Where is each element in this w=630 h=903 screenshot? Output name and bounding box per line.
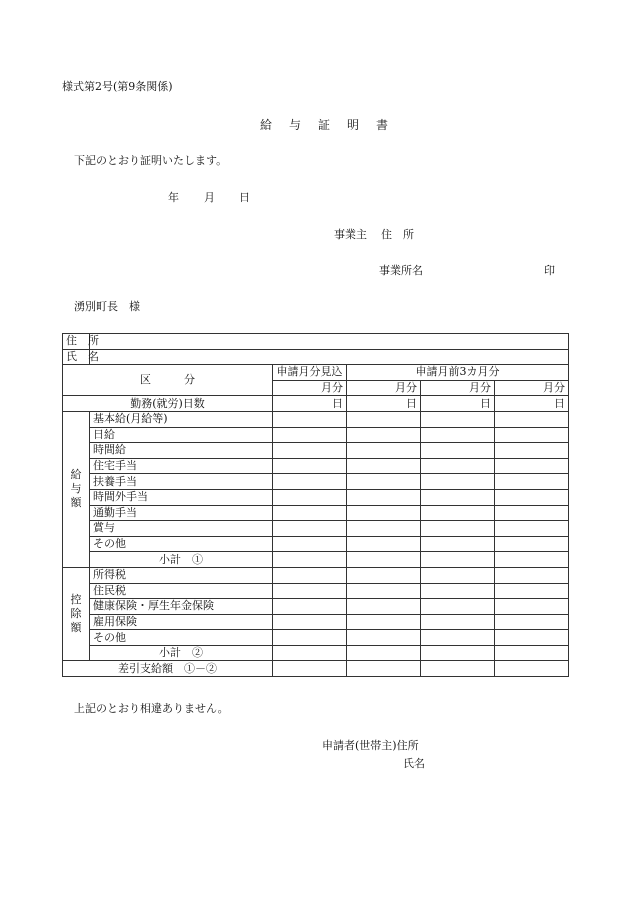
amount-cell[interactable] (347, 552, 421, 568)
address-field[interactable] (90, 334, 569, 350)
category-header: 区 分 (63, 365, 273, 396)
salary-item-label: 時間外手当 (90, 489, 273, 505)
day-unit[interactable]: 日 (421, 396, 495, 412)
amount-cell[interactable] (495, 427, 569, 443)
salary-item-label: その他 (90, 536, 273, 552)
amount-cell[interactable] (421, 567, 495, 583)
amount-cell[interactable] (495, 411, 569, 427)
applicant-address-label: 申請者(世帯主)住所 (322, 739, 419, 752)
col-prev3-header: 申請月前3カ月分 (347, 365, 569, 381)
amount-cell[interactable] (495, 536, 569, 552)
salary-item-label: 通勤手当 (90, 505, 273, 521)
amount-cell[interactable] (421, 427, 495, 443)
office-name-label: 事業所名 (379, 264, 423, 277)
amount-cell[interactable] (421, 489, 495, 505)
salary-row (63, 427, 569, 443)
net-pay-label: 差引支給額 ①－② (63, 661, 273, 677)
amount-cell[interactable] (495, 552, 569, 568)
amount-cell[interactable] (347, 583, 421, 599)
deduction-group-char: 除 (70, 607, 82, 621)
amount-cell[interactable] (347, 489, 421, 505)
amount-cell[interactable] (273, 443, 347, 459)
address-label: 住 所 (63, 334, 90, 350)
salary-certificate-table (62, 333, 569, 677)
amount-cell[interactable] (347, 474, 421, 490)
amount-cell[interactable] (421, 583, 495, 599)
deduction-item-label: 住民税 (90, 583, 273, 599)
amount-cell[interactable] (421, 505, 495, 521)
net-pay-row (63, 661, 569, 677)
salary-group-label (63, 411, 90, 567)
amount-cell[interactable] (273, 474, 347, 490)
amount-cell[interactable] (273, 614, 347, 630)
amount-cell[interactable] (347, 427, 421, 443)
amount-cell[interactable] (273, 505, 347, 521)
deduction-group-char: 控 (70, 593, 82, 607)
deduction-subtotal-row (63, 645, 569, 661)
amount-cell[interactable] (495, 474, 569, 490)
salary-group-char: 与 (70, 482, 82, 496)
amount-cell[interactable] (273, 661, 347, 677)
deduction-item-label: 健康保険・厚生年金保険 (90, 599, 273, 615)
date-month: 月 (204, 191, 215, 204)
amount-cell[interactable] (421, 411, 495, 427)
amount-cell[interactable] (273, 567, 347, 583)
salary-item-label: 扶養手当 (90, 474, 273, 490)
salary-subtotal-row (63, 552, 569, 568)
month-unit[interactable]: 月分 (495, 380, 569, 396)
deduction-item-label: 雇用保険 (90, 614, 273, 630)
name-label: 氏 名 (63, 349, 90, 365)
salary-group-char: 給 (70, 468, 82, 482)
amount-cell[interactable] (273, 521, 347, 537)
amount-cell[interactable] (421, 536, 495, 552)
amount-cell[interactable] (495, 521, 569, 537)
amount-cell[interactable] (495, 599, 569, 615)
amount-cell[interactable] (273, 583, 347, 599)
amount-cell[interactable] (421, 552, 495, 568)
amount-cell[interactable] (347, 567, 421, 583)
salary-item-label: 時間給 (90, 443, 273, 459)
amount-cell[interactable] (421, 630, 495, 646)
date-day: 日 (239, 191, 250, 204)
amount-cell[interactable] (273, 630, 347, 646)
amount-cell[interactable] (347, 645, 421, 661)
deduction-row (63, 599, 569, 615)
day-unit[interactable]: 日 (495, 396, 569, 412)
workdays-label: 勤務(就労)日数 (63, 396, 273, 412)
addressee: 湧別町長 様 (74, 300, 140, 313)
amount-cell[interactable] (273, 645, 347, 661)
month-unit[interactable]: 月分 (421, 380, 495, 396)
deduction-group-char: 額 (70, 621, 82, 635)
deduction-subtotal-label: 小計 ② (90, 645, 273, 661)
salary-row (63, 505, 569, 521)
seal-mark: 印 (544, 264, 555, 277)
amount-cell[interactable] (273, 552, 347, 568)
amount-cell[interactable] (495, 567, 569, 583)
closing-text: 上記のとおり相違ありません。 (74, 702, 229, 715)
month-unit[interactable]: 月分 (347, 380, 421, 396)
deduction-row (63, 567, 569, 583)
salary-row (63, 458, 569, 474)
salary-item-label: 住宅手当 (90, 458, 273, 474)
col-estimate-header: 申請月分見込 (273, 365, 347, 381)
amount-cell[interactable] (421, 645, 495, 661)
amount-cell[interactable] (347, 536, 421, 552)
salary-row (63, 489, 569, 505)
amount-cell[interactable] (421, 521, 495, 537)
amount-cell[interactable] (347, 630, 421, 646)
salary-row (63, 536, 569, 552)
amount-cell[interactable] (421, 474, 495, 490)
amount-cell[interactable] (495, 458, 569, 474)
header-row-1 (63, 365, 569, 381)
amount-cell[interactable] (495, 489, 569, 505)
salary-row (63, 443, 569, 459)
amount-cell[interactable] (273, 458, 347, 474)
amount-cell[interactable] (495, 443, 569, 459)
amount-cell[interactable] (495, 614, 569, 630)
amount-cell[interactable] (347, 521, 421, 537)
deduction-row (63, 630, 569, 646)
salary-item-label: 賞与 (90, 521, 273, 537)
amount-cell[interactable] (421, 599, 495, 615)
salary-subtotal-label: 小計 ① (90, 552, 273, 568)
page-title: 給 与 証 明 書 (260, 118, 395, 132)
amount-cell[interactable] (273, 427, 347, 443)
amount-cell[interactable] (347, 458, 421, 474)
amount-cell[interactable] (495, 661, 569, 677)
amount-cell[interactable] (347, 614, 421, 630)
employer-address-label: 住 所 (381, 228, 414, 241)
month-unit[interactable]: 月分 (273, 380, 347, 396)
amount-cell[interactable] (347, 661, 421, 677)
deduction-row (63, 614, 569, 630)
date-year: 年 (168, 191, 179, 204)
amount-cell[interactable] (421, 661, 495, 677)
amount-cell[interactable] (421, 614, 495, 630)
amount-cell[interactable] (421, 443, 495, 459)
amount-cell[interactable] (421, 458, 495, 474)
amount-cell[interactable] (347, 599, 421, 615)
intro-text: 下記のとおり証明いたします。 (74, 154, 228, 167)
salary-row (63, 411, 569, 427)
amount-cell[interactable] (273, 599, 347, 615)
amount-cell[interactable] (273, 411, 347, 427)
salary-row (63, 474, 569, 490)
amount-cell[interactable] (495, 645, 569, 661)
salary-group-char: 額 (70, 496, 82, 510)
deduction-item-label: その他 (90, 630, 273, 646)
name-row (63, 349, 569, 365)
deduction-row (63, 583, 569, 599)
day-unit[interactable]: 日 (347, 396, 421, 412)
amount-cell[interactable] (495, 630, 569, 646)
salary-row (63, 521, 569, 537)
amount-cell[interactable] (347, 443, 421, 459)
amount-cell[interactable] (347, 411, 421, 427)
deduction-item-label: 所得税 (90, 567, 273, 583)
workdays-row (63, 396, 569, 412)
amount-cell[interactable] (347, 505, 421, 521)
address-row (63, 334, 569, 350)
salary-item-label: 基本給(月給等) (90, 411, 273, 427)
day-unit[interactable]: 日 (273, 396, 347, 412)
amount-cell[interactable] (273, 536, 347, 552)
form-number: 様式第2号(第9条関係) (62, 80, 173, 93)
applicant-name-label: 氏名 (403, 757, 425, 770)
amount-cell[interactable] (273, 489, 347, 505)
employer-label: 事業主 (334, 228, 367, 241)
amount-cell[interactable] (495, 505, 569, 521)
amount-cell[interactable] (495, 583, 569, 599)
salary-item-label: 日給 (90, 427, 273, 443)
name-field[interactable] (90, 349, 569, 365)
deduction-group-label (63, 567, 90, 661)
